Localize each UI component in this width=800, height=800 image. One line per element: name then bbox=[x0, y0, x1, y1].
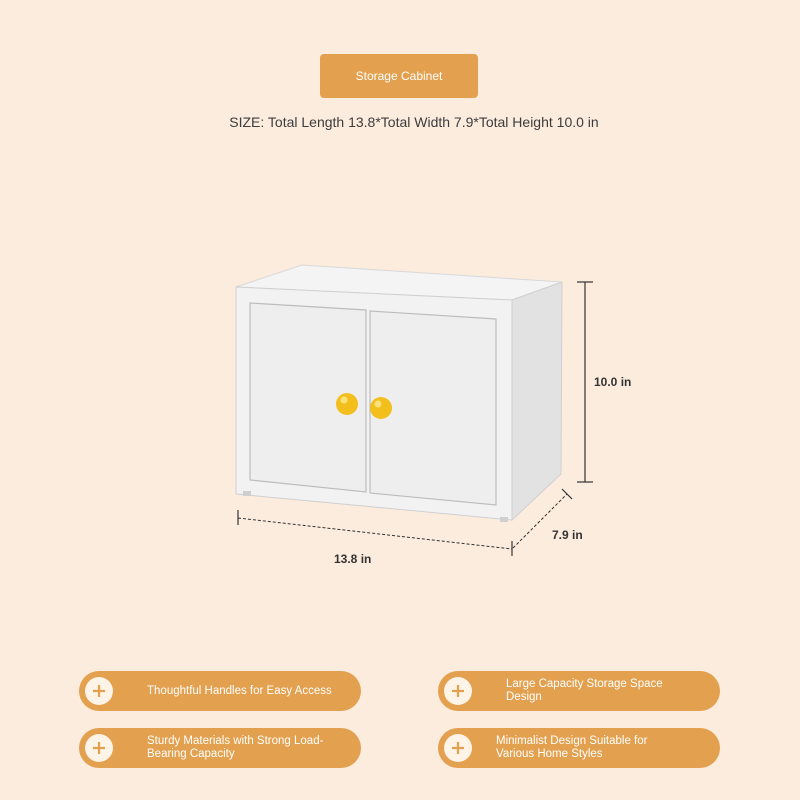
feature-pill bbox=[438, 728, 720, 768]
left-knob-highlight bbox=[341, 397, 348, 404]
cabinet-foot bbox=[243, 491, 251, 496]
width-label: 7.9 in bbox=[552, 528, 583, 542]
length-label: 13.8 in bbox=[334, 552, 372, 566]
left-knob bbox=[336, 393, 358, 415]
right-knob-highlight bbox=[375, 401, 382, 408]
height-label: 10.0 in bbox=[594, 375, 632, 389]
plus-icon bbox=[444, 677, 472, 705]
feature-label: Minimalist Design Suitable for Various Home Styles bbox=[496, 735, 648, 760]
feature-pill bbox=[79, 671, 361, 711]
length-dim-line bbox=[238, 518, 512, 549]
feature-label: Sturdy Materials with Strong Load-Bearing Capacity bbox=[147, 735, 324, 760]
feature-label: Thoughtful Handles for Easy Access bbox=[147, 684, 332, 697]
plus-icon bbox=[85, 677, 113, 705]
right-knob bbox=[370, 397, 392, 419]
feature-pill bbox=[438, 671, 720, 711]
plus-icon bbox=[444, 734, 472, 762]
plus-icon bbox=[85, 734, 113, 762]
title-badge-label: Storage Cabinet bbox=[355, 69, 443, 83]
size-text: SIZE: Total Length 13.8*Total Width 7.9*Total Height 10.0 in bbox=[229, 114, 599, 130]
cabinet-side bbox=[512, 282, 562, 520]
feature-label: Large Capacity Storage Space Design bbox=[506, 678, 663, 703]
cabinet-foot bbox=[500, 517, 508, 522]
feature-pill bbox=[79, 728, 361, 768]
